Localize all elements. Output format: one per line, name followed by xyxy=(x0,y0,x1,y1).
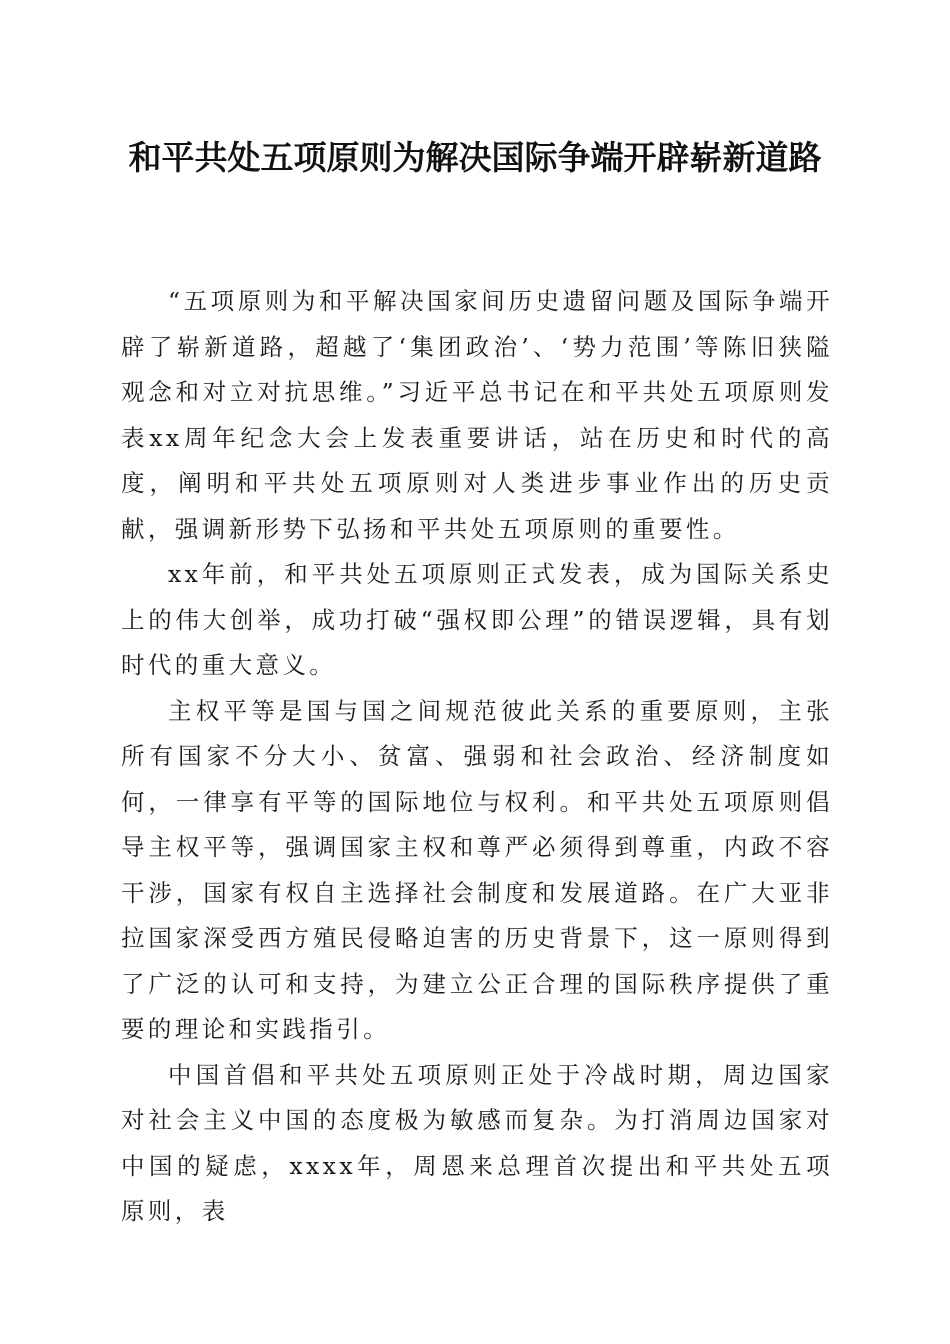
document-title: 和平共处五项原则为解决国际争端开辟崭新道路 xyxy=(128,138,822,177)
paragraph-2: xx年前，和平共处五项原则正式发表，成为国际关系史上的伟大创举，成功打破“强权即公理”的错误逻辑，具有划时代的重大意义。 xyxy=(121,560,833,679)
paragraph-1: “五项原则为和平解决国家间历史遗留问题及国际争端开辟了崭新道路，超越了‘集团政治’、‘势力范围’等陈旧狭隘观念和对立对抗思维。”习近平总书记在和平共处五项原则发表xx周年纪念大会上发表重要讲话，站在历史和时代的高度，阐明和平共处五项原则对人类进步事业作出的历史贡献，强调新形势下弘扬和平共处五项原则的重要性。 xyxy=(121,287,833,543)
document-body xyxy=(121,279,833,1235)
paragraph-3: 主权平等是国与国之间规范彼此关系的重要原则，主张所有国家不分大小、贫富、强弱和社会政治、经济制度如何，一律享有平等的国际地位与权利。和平共处五项原则倡导主权平等，强调国家主权和尊严必须得到尊重，内政不容干涉，国家有权自主选择社会制度和发展道路。在广大亚非拉国家深受西方殖民侵略迫害的历史背景下，这一原则得到了广泛的认可和支持，为建立公正合理的国际秩序提供了重要的理论和实践指引。 xyxy=(121,696,833,1043)
paragraph-4: 中国首倡和平共处五项原则正处于冷战时期，周边国家对社会主义中国的态度极为敏感而复杂。为打消周边国家对中国的疑虑，xxxx年，周恩来总理首次提出和平共处五项原则，表 xyxy=(121,1060,833,1225)
